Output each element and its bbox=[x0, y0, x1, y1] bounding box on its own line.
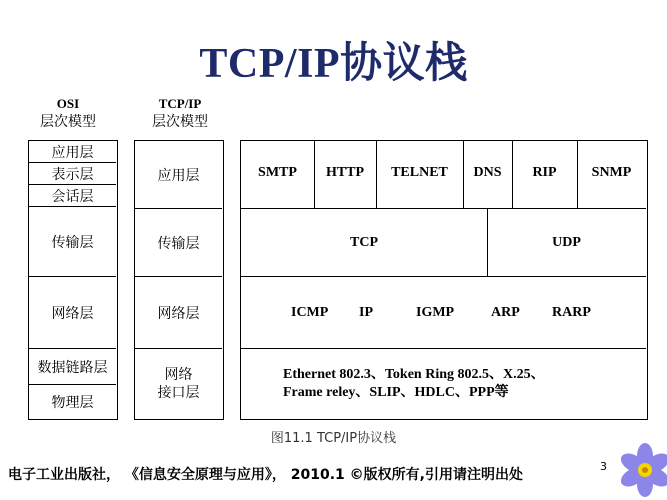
figure-caption: 图11.1 TCP/IP协议栈 bbox=[270, 431, 397, 446]
osi-heading-zh: 层次模型 bbox=[40, 114, 96, 130]
divider bbox=[241, 208, 646, 209]
osi-layer-datalink: 数据链路层 bbox=[37, 360, 108, 376]
tcpip-layer-network-interface-line2: 接口层 bbox=[157, 384, 200, 401]
protocol-http: HTTP bbox=[325, 165, 365, 180]
divider bbox=[29, 384, 116, 385]
flower-icon bbox=[615, 440, 667, 500]
divider bbox=[135, 208, 222, 209]
tcpip-layer-transport: 传输层 bbox=[157, 236, 200, 252]
protocol-dns: DNS bbox=[473, 165, 502, 180]
protocol-snmp: SNMP bbox=[591, 165, 632, 180]
tcpip-layer-application: 应用层 bbox=[157, 168, 200, 184]
divider bbox=[135, 276, 222, 277]
protocol-telnet: TELNET bbox=[391, 165, 448, 180]
divider bbox=[29, 162, 116, 163]
osi-layer-application: 应用层 bbox=[51, 145, 94, 161]
tcpip-model-column bbox=[134, 140, 224, 420]
page-number: 3 bbox=[600, 460, 607, 473]
protocol-rarp: RARP bbox=[552, 305, 591, 320]
protocol-ip: IP bbox=[359, 305, 373, 320]
divider bbox=[135, 348, 222, 349]
osi-heading bbox=[28, 95, 108, 131]
tcpip-heading-en: TCP/IP bbox=[158, 96, 202, 111]
divider bbox=[29, 206, 116, 207]
protocol-rip: RIP bbox=[532, 165, 557, 180]
osi-layer-network: 网络层 bbox=[51, 306, 94, 322]
protocol-link-line2: Frame reley、SLIP、HDLC、PPP等 bbox=[283, 385, 509, 400]
osi-layer-session: 会话层 bbox=[51, 189, 94, 205]
divider bbox=[29, 348, 116, 349]
divider bbox=[29, 184, 116, 185]
osi-heading-en: OSI bbox=[56, 96, 80, 111]
tcpip-heading-zh: 层次模型 bbox=[152, 114, 208, 130]
divider bbox=[29, 276, 116, 277]
protocol-link-line1: Ethernet 802.3、Token Ring 802.5、X.25、 bbox=[283, 367, 545, 382]
osi-layer-presentation: 表示层 bbox=[51, 167, 94, 183]
protocol-igmp: IGMP bbox=[416, 305, 455, 320]
protocol-icmp: ICMP bbox=[291, 305, 329, 320]
tcpip-heading bbox=[138, 95, 222, 131]
footer-copyright: 电子工业出版社， 《信息安全原理与应用》， 2010.1 ©版权所有,引用请注明出处 bbox=[8, 467, 523, 483]
protocol-smtp: SMTP bbox=[258, 165, 297, 180]
protocol-tcp: TCP bbox=[350, 235, 378, 250]
protocol-grid bbox=[240, 140, 648, 420]
osi-layer-physical: 物理层 bbox=[51, 394, 94, 411]
osi-model-column bbox=[28, 140, 118, 420]
divider bbox=[241, 348, 646, 349]
protocol-udp: UDP bbox=[552, 235, 581, 250]
tcpip-layer-internet: 网络层 bbox=[157, 306, 200, 322]
osi-layer-transport: 传输层 bbox=[51, 235, 94, 251]
tcpip-layer-network-interface-line1: 网络 bbox=[164, 366, 193, 383]
divider bbox=[241, 276, 646, 277]
page-title: TCP/IP协议栈 bbox=[199, 41, 468, 87]
protocol-arp: ARP bbox=[491, 305, 520, 320]
flower-center-dot bbox=[642, 467, 648, 473]
tcpip-layer-network-interface bbox=[135, 349, 222, 418]
